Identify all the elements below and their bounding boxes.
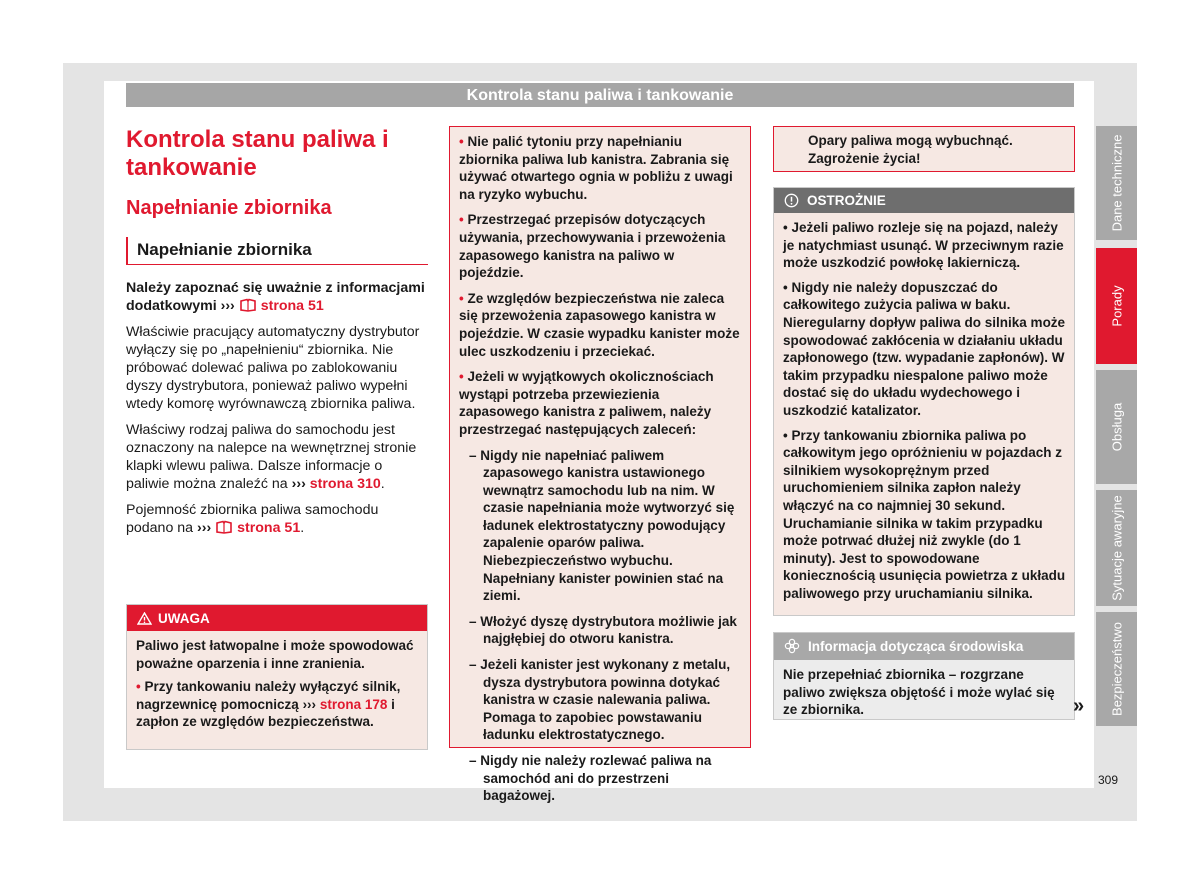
tab-dane-techniczne[interactable] (1096, 126, 1137, 240)
lead-paragraph (126, 279, 428, 315)
bullet-item (783, 219, 1066, 272)
reference-arrow: ››› (302, 696, 317, 712)
warning-end-text: Opary paliwa mogą wybuchnąć. Zagrożenie życia! (808, 133, 1013, 166)
paragraph: Właściwie pracujący automatyczny dystrybutor wyłączy się po „napełnieniu“ zbiornika. Nie próbować dolewać paliwa po zablokowaniu dyszy dystrybutora, ponieważ paliwo wypełni wtedy komorę wyrównawczą zbiornika paliwa. (126, 324, 420, 412)
tab-label: Obsługa (1109, 402, 1124, 452)
tab-label: Dane techniczne (1109, 134, 1124, 232)
environment-header (774, 633, 1074, 660)
bullet-text: Jeżeli paliwo rozleje się na pojazd, należy je natychmiast usunąć. W przeciwnym razie może uszkodzić powłokę lakierniczą. (783, 220, 1064, 271)
bullet: • (783, 427, 788, 443)
caution-box (773, 187, 1075, 616)
bullet: • (459, 134, 464, 149)
warning-continuation-body (450, 127, 750, 805)
bullet: • (459, 369, 464, 385)
dash: – (469, 447, 477, 463)
warning-triangle-icon (137, 607, 152, 634)
page-number: 309 (1098, 773, 1119, 787)
tab-porady[interactable] (1096, 248, 1137, 364)
warning-box (126, 604, 428, 750)
dash: – (469, 613, 477, 629)
environment-title: Informacja dotycząca środowiska (808, 639, 1024, 654)
column-1 (126, 126, 428, 537)
bullet: • (783, 279, 788, 295)
dash: – (469, 753, 477, 768)
bullet-text: Przestrzegać przepisów dotyczących używania, przechowywania i przewożenia zapasowego kanistra na paliwo w pojeździe. (459, 212, 726, 281)
reference-arrow: ››› (197, 520, 212, 536)
bullet-item (459, 133, 742, 203)
bullet-item (783, 279, 1066, 420)
dash-text: Nigdy nie napełniać paliwem zapasowego kanistra ustawionego wewnątrz samochodu lub na nim. W czasie napełniania może wytworzyć się ładunek elektrostatyczny powodujący zapalenie oparów paliwa. Niebezpieczeństwo wybuchu. Napełniany kanister powinien stać na ziemi. (480, 447, 735, 604)
page-link[interactable]: strona 51 (237, 520, 301, 536)
reference-arrow: ››› (291, 476, 306, 492)
bullet-item (459, 211, 742, 281)
warning-bullet-text: Przy tankowaniu należy wyłączyć silnik, nagrzewnicę pomocniczą (136, 679, 401, 712)
subsection-title: Napełnianie zbiornika (126, 237, 428, 265)
bullet-text: Nie palić tytoniu przy napełnianiu zbiornika paliwa lub kanistra. Zabrania się używać otwartego ognia w pobliżu z uwagi na ryzyko wybuchu. (459, 134, 733, 202)
environment-box (773, 632, 1075, 720)
paragraph-text: Pojemność zbiornika paliwa samochodu podano na (126, 502, 379, 536)
warning-text: Paliwo jest łatwopalne i może spowodować poważne oparzenia i inne zranienia. (136, 638, 414, 671)
warning-body (127, 631, 427, 731)
paragraph (126, 501, 428, 537)
tab-label: Sytuacje awaryjne (1109, 495, 1124, 601)
environment-text: Nie przepełniać zbiornika – rozgrzane paliwo zwiększa objętość i może wylać się ze zbiornika. (783, 667, 1055, 718)
exclamation-circle-icon (784, 191, 799, 217)
dash-item (459, 752, 742, 805)
period: . (380, 476, 385, 492)
dash-text: Nigdy nie należy rozlewać paliwa na samochód ani do przestrzeni bagażowej. (480, 753, 712, 804)
warning-bullet (136, 678, 419, 731)
page-header: Kontrola stanu paliwa i tankowanie (126, 83, 1074, 107)
dash-item (459, 447, 742, 605)
tab-sytuacje-awaryjne[interactable] (1096, 490, 1137, 606)
paragraph-text: Właściwy rodzaj paliwa do samochodu jest oznaczony na nalepce na wewnętrznej stronie klapki wlewu paliwa. Dalsze informacje o paliwie można znaleźć na (126, 422, 417, 492)
tab-label: Porady (1109, 285, 1124, 327)
paragraph (126, 421, 428, 493)
tab-label: Bezpieczeństwo (1109, 622, 1124, 716)
lead-text: Należy zapoznać się uważnie z informacjami dodatkowymi (126, 280, 425, 314)
bullet-item (459, 290, 742, 360)
flower-icon (784, 636, 800, 664)
dash-text: Jeżeli kanister jest wykonany z metalu, dysza dystrybutora powinna dotykać kanistra w czasie nalewania paliwa. Pomaga to zapobiec powstawaniu ładunku elektrostatycznego. (480, 657, 731, 743)
warning-header (127, 605, 427, 631)
bullet-item (459, 368, 742, 438)
bullet-item (783, 427, 1066, 603)
dash: – (469, 657, 477, 673)
bullet: • (136, 679, 141, 695)
warning-title: UWAGA (158, 611, 210, 626)
dash-item (459, 613, 742, 648)
section-title: Napełnianie zbiornika (126, 197, 332, 219)
bullet-text: Jeżeli w wyjątkowych okolicznościach wystąpi potrzeba przewiezienia zapasowego kanistra z paliwem, należy przestrzegać następujących zaleceń: (459, 369, 714, 437)
bullet: • (459, 290, 464, 306)
warning-continuation-box (449, 126, 751, 804)
warning-end-box (773, 126, 1075, 172)
reference-arrow: ››› (220, 298, 235, 314)
continue-marker: » (1073, 695, 1085, 717)
period: . (300, 520, 305, 536)
bullet-text: Nigdy nie należy dopuszczać do całkowitego zużycia paliwa w baku. Nieregularny dopływ paliwa do silnika może spowodować zakłócenia w działaniu układu zapłonowego (tzw. wypadanie zapłonów). W takim przypadku niespalone paliwo może dostać się do układu wydechowego i uszkodzić katalizator. (783, 279, 1066, 418)
warning-bullet-end: i zapłon ze względów bezpieczeństwa. (136, 696, 395, 730)
bullet-text: Ze względów bezpieczeństwa nie zaleca się przewożenia zapasowego kanistra w pojeździe. W czasie wypadku kanister może ulec uszkodzeniu i przeciekać. (459, 290, 740, 359)
page-link[interactable]: strona 310 (309, 476, 381, 492)
bullet: • (783, 220, 788, 235)
book-reference-icon (239, 298, 257, 312)
bullet-text: Przy tankowaniu zbiornika paliwa po całkowitym jego opróżnieniu w pojazdach z silnikiem wysokoprężnym przed uruchomieniem silnika zapłon należy włączyć na co najmniej 30 sekund. Uruchamianie silnika w takim przypadku może potrwać dłużej niż zwykle (do 1 minuty). Jest to spowodowane koniecznością usunięcia powietrza z układu paliwowego przy uruchamianiu silnika. (783, 427, 1066, 601)
caution-body (774, 213, 1074, 602)
page-link[interactable]: strona 178 (319, 696, 388, 712)
dash-text: Włożyć dyszę dystrybutora możliwie jak najgłębiej do otworu kanistra. (480, 613, 737, 647)
chapter-title: Kontrola stanu paliwa i tankowanie (126, 126, 389, 181)
caution-header (774, 188, 1074, 213)
dash-item (459, 656, 742, 744)
tab-obsluga[interactable] (1096, 370, 1137, 484)
page-link[interactable]: strona 51 (260, 298, 324, 314)
bullet: • (459, 212, 464, 228)
caution-title: OSTROŻNIE (807, 193, 886, 208)
book-reference-icon (215, 520, 233, 534)
tab-bezpieczenstwo[interactable] (1096, 612, 1137, 726)
